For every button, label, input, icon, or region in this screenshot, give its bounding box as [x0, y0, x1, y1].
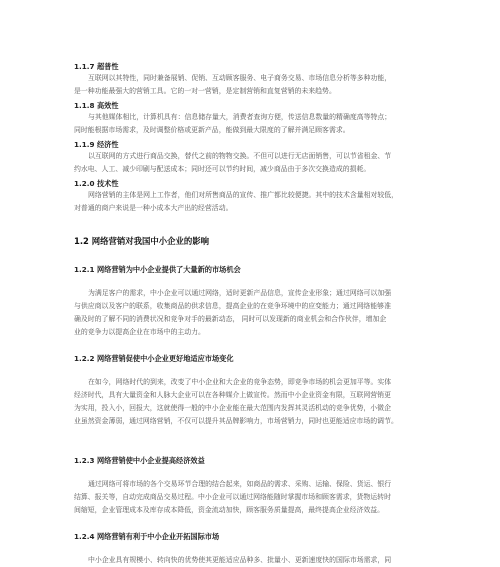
- body-line: 确及时的了解不同的消费状况和竞争对手的最新动态， 同时可以发现新的商业机会和合作伙伴，增加企: [74, 314, 387, 323]
- section-heading-1-1-8: 1.1.8 高效性: [74, 101, 119, 110]
- body-line: 约水电、人工、减少印刷与配送成本；同时还可以节约时间，减少商品由于多次交换造成的损耗。: [74, 164, 371, 173]
- body-line: 结算、报关等，自动完成商品交易过程。中小企业可以通过网络能随时掌握市场和顾客需求，货物运转时: [74, 492, 391, 501]
- body-line: 为实用，投入小，回报大，这就使得一般的中小企业能在最大范围内发挥其灵活机动的竞争优势，小微企: [74, 403, 391, 412]
- subsection-heading-1-2-4: 1.2.4 网络营销有利于中小企业开拓国际市场: [74, 532, 220, 541]
- body-line: 业的竞争力以提高企业在市场中的主动力。: [74, 327, 205, 336]
- section-heading-1-1-9: 1.1.9 经济性: [74, 140, 119, 149]
- subsection-body-1-2-3: [74, 478, 434, 517]
- body-line: 通过网络可将市场的各个交易环节合理的结合起来，如商品的需求、采购、运输、保险、货运、银行: [88, 480, 392, 488]
- chapter-heading-1-2: 1.2 网络营销对我国中小企业的影响: [74, 236, 210, 246]
- section-body-1-1-8: [74, 111, 434, 137]
- body-line: 在如今，网络时代的到来，改变了中小企业和大企业的竞争态势，即竞争市场的机会更加平等。实体: [88, 378, 392, 386]
- body-line: 中小企业具有规模小、转向快的优势使其更能适应品种多、批量小、更新速度快的国际市场需求，同: [88, 556, 392, 564]
- section-body-1-2-0: [74, 189, 434, 215]
- body-line: 与供应商以及客户的联系，收集商品的供求信息，提高企业的在竞争环境中的应变能力；通过网络能够准: [74, 301, 391, 310]
- body-line: 经济时代，具有大量资金和人脉大企业可以在各种媒介上做宣传。然而中小企业资金有限，互联网营销更: [74, 390, 391, 399]
- body-line: 互联网以其特性，同时兼备展销、促销、互动顾客服务、电子商务交易、市场信息分析等多种功能，: [88, 74, 392, 82]
- subsection-heading-1-2-3: 1.2.3 网络营销使中小企业提高经济效益: [74, 456, 205, 465]
- body-line: 以互联网的方式进行商品交换，替代之前的物物交换。不但可以进行无店面销售，可以节省租金、节: [88, 152, 392, 160]
- body-line: 与其他媒体相比，计算机具有：信息储存量大，消费者查询方便，传送信息数量的精确度高等特点；: [88, 113, 392, 121]
- body-line: 是一种功能最强大的营销工具。它的一对一营销，是定制营销和直复营销的未来趋势。: [74, 86, 336, 95]
- section-body-1-1-7: [74, 72, 434, 98]
- subsection-body-1-2-1: [74, 287, 434, 339]
- section-body-1-1-9: [74, 150, 434, 176]
- body-line: 同时能根据市场需求，及时调整价格或更新产品，能做到最大限度的了解并满足顾客需求。: [74, 125, 350, 134]
- subsection-heading-1-2-2: 1.2.2 网络营销促使中小企业更好地适应市场变化: [74, 354, 234, 363]
- body-line: 间缩短，企业管理成本及库存成本降低，资金流动加快，顾客服务质量提高，最终提高企业经济效益。: [74, 505, 385, 514]
- body-line: 网络营销的主体是网上工作者，他们对所售商品的宣传、推广都比较便捷。其中的技术含量相对较低，: [88, 191, 399, 199]
- body-line: 对普通的商户来说是一种小成本大产出的经营活动。: [74, 203, 233, 212]
- section-heading-1-2-0: 1.2.0 技术性: [74, 179, 119, 188]
- body-line: 为满足客户的需求，中小企业可以通过网络，适时更新产品信息，宣传企业形象；通过网络可以加强: [88, 289, 392, 297]
- subsection-body-1-2-2: [74, 376, 434, 428]
- body-line: 业虽然资金薄弱，通过网络营销，不仅可以提升其品牌影响力，市场营销力，同时也更能适应市场的调节。: [74, 416, 398, 425]
- subsection-heading-1-2-1: 1.2.1 网络营销为中小企业提供了大量新的市场机会: [74, 265, 241, 274]
- section-heading-1-1-7: 1.1.7 超普性: [74, 62, 119, 71]
